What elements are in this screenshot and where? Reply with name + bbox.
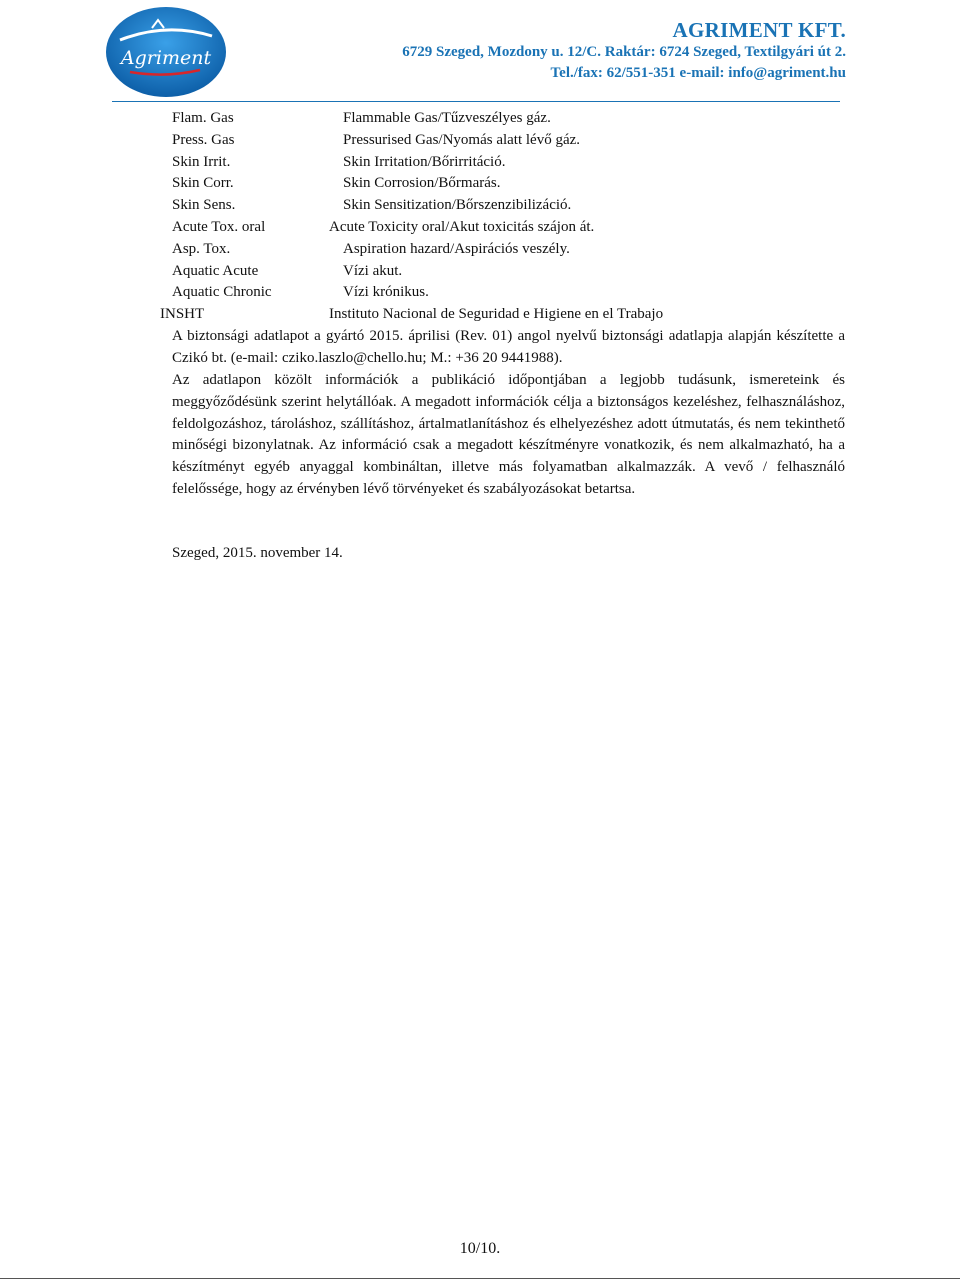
abbreviation-value: Skin Irritation/Bőrirritáció. <box>343 153 506 170</box>
abbreviation-key: Aquatic Chronic <box>172 284 272 301</box>
abbreviation-key: Aquatic Acute <box>172 262 259 279</box>
logo-wordmark: Agriment <box>120 47 212 69</box>
company-contact: Tel./fax: 62/551-351 e-mail: info@agriment.hu <box>550 65 846 81</box>
place-date: Szeged, 2015. november 14. <box>172 545 343 561</box>
abbreviation-value: Vízi akut. <box>343 262 403 279</box>
abbreviation-row <box>160 304 852 326</box>
company-header <box>402 18 846 83</box>
abbreviation-row <box>172 195 852 217</box>
abbreviation-value: Instituto Nacional de Seguridad e Higiene en el Trabajo <box>329 306 664 323</box>
abbreviation-key: Press. Gas <box>172 131 235 148</box>
abbreviation-row <box>172 282 852 304</box>
abbreviation-key: Skin Irrit. <box>172 153 231 170</box>
abbreviation-row <box>172 173 852 195</box>
footer-divider <box>0 1278 960 1279</box>
abbreviation-value: Aspiration hazard/Aspirációs veszély. <box>343 240 570 257</box>
abbreviation-row <box>172 239 852 261</box>
abbreviation-row <box>172 261 852 283</box>
abbreviation-value: Vízi krónikus. <box>343 284 429 301</box>
abbreviation-key: Asp. Tox. <box>172 240 231 257</box>
abbreviation-key: Skin Sens. <box>172 197 236 214</box>
abbreviation-value: Pressurised Gas/Nyomás alatt lévő gáz. <box>343 131 581 148</box>
abbreviation-value: Acute Toxicity oral/Akut toxicitás szájon át. <box>329 218 595 235</box>
header-divider <box>112 101 840 102</box>
abbreviation-value: Skin Sensitization/Bőrszenzibilizáció. <box>343 197 572 214</box>
source-paragraph: A biztonsági adatlapot a gyártó 2015. áprilisi (Rev. 01) angol nyelvű biztonsági adatlapja alapján készítette a Czikó bt. (e-mail: cziko.laszlo@chello.hu; M.: +36 20 9441988). <box>172 328 845 366</box>
abbreviation-key: Skin Corr. <box>172 175 234 192</box>
abbreviation-key: Flam. Gas <box>172 110 234 126</box>
abbreviation-value: Skin Corrosion/Bőrmarás. <box>343 175 501 192</box>
abbreviation-key: INSHT <box>160 306 205 323</box>
abbreviation-list <box>160 108 852 326</box>
page-number: 10/10. <box>459 1240 501 1257</box>
abbreviation-row <box>172 217 852 239</box>
disclaimer-paragraph: Az adatlapon közölt információk a publikáció időpontjában a legjobb tudásunk, ismereteink és meggyőződésünk szerint helytállóak. A megadott információk célja a biztonságos kezeléshez, felhasználáshoz, feldolgozáshoz, tároláshoz, szállításhoz, ártalmatlanításhoz és elhelyezéshez adott útmutatás, és nem tekinthető minőségi bizonylatnak. Az információ csak a megadott készítményre vonatkozik, és nem alkalmazható, ha a készítményt egyéb anyaggal kombináltan, illetve más folyamatban alkalmazzák. A vevő / felhasználó felelőssége, hogy az érvényben lévő törvényeket és szabályozásokat betartsa. <box>172 372 845 497</box>
abbreviation-row <box>172 108 852 130</box>
abbreviation-row <box>172 130 852 152</box>
abbreviation-key: Acute Tox. oral <box>172 218 266 235</box>
abbreviation-value: Flammable Gas/Tűzveszélyes gáz. <box>343 110 551 126</box>
company-address: 6729 Szeged, Mozdony u. 12/C. Raktár: 6724 Szeged, Textilgyári út 2. <box>402 44 846 60</box>
company-logo <box>100 2 232 99</box>
company-name: AGRIMENT KFT. <box>672 18 846 42</box>
abbreviation-row <box>172 152 852 174</box>
